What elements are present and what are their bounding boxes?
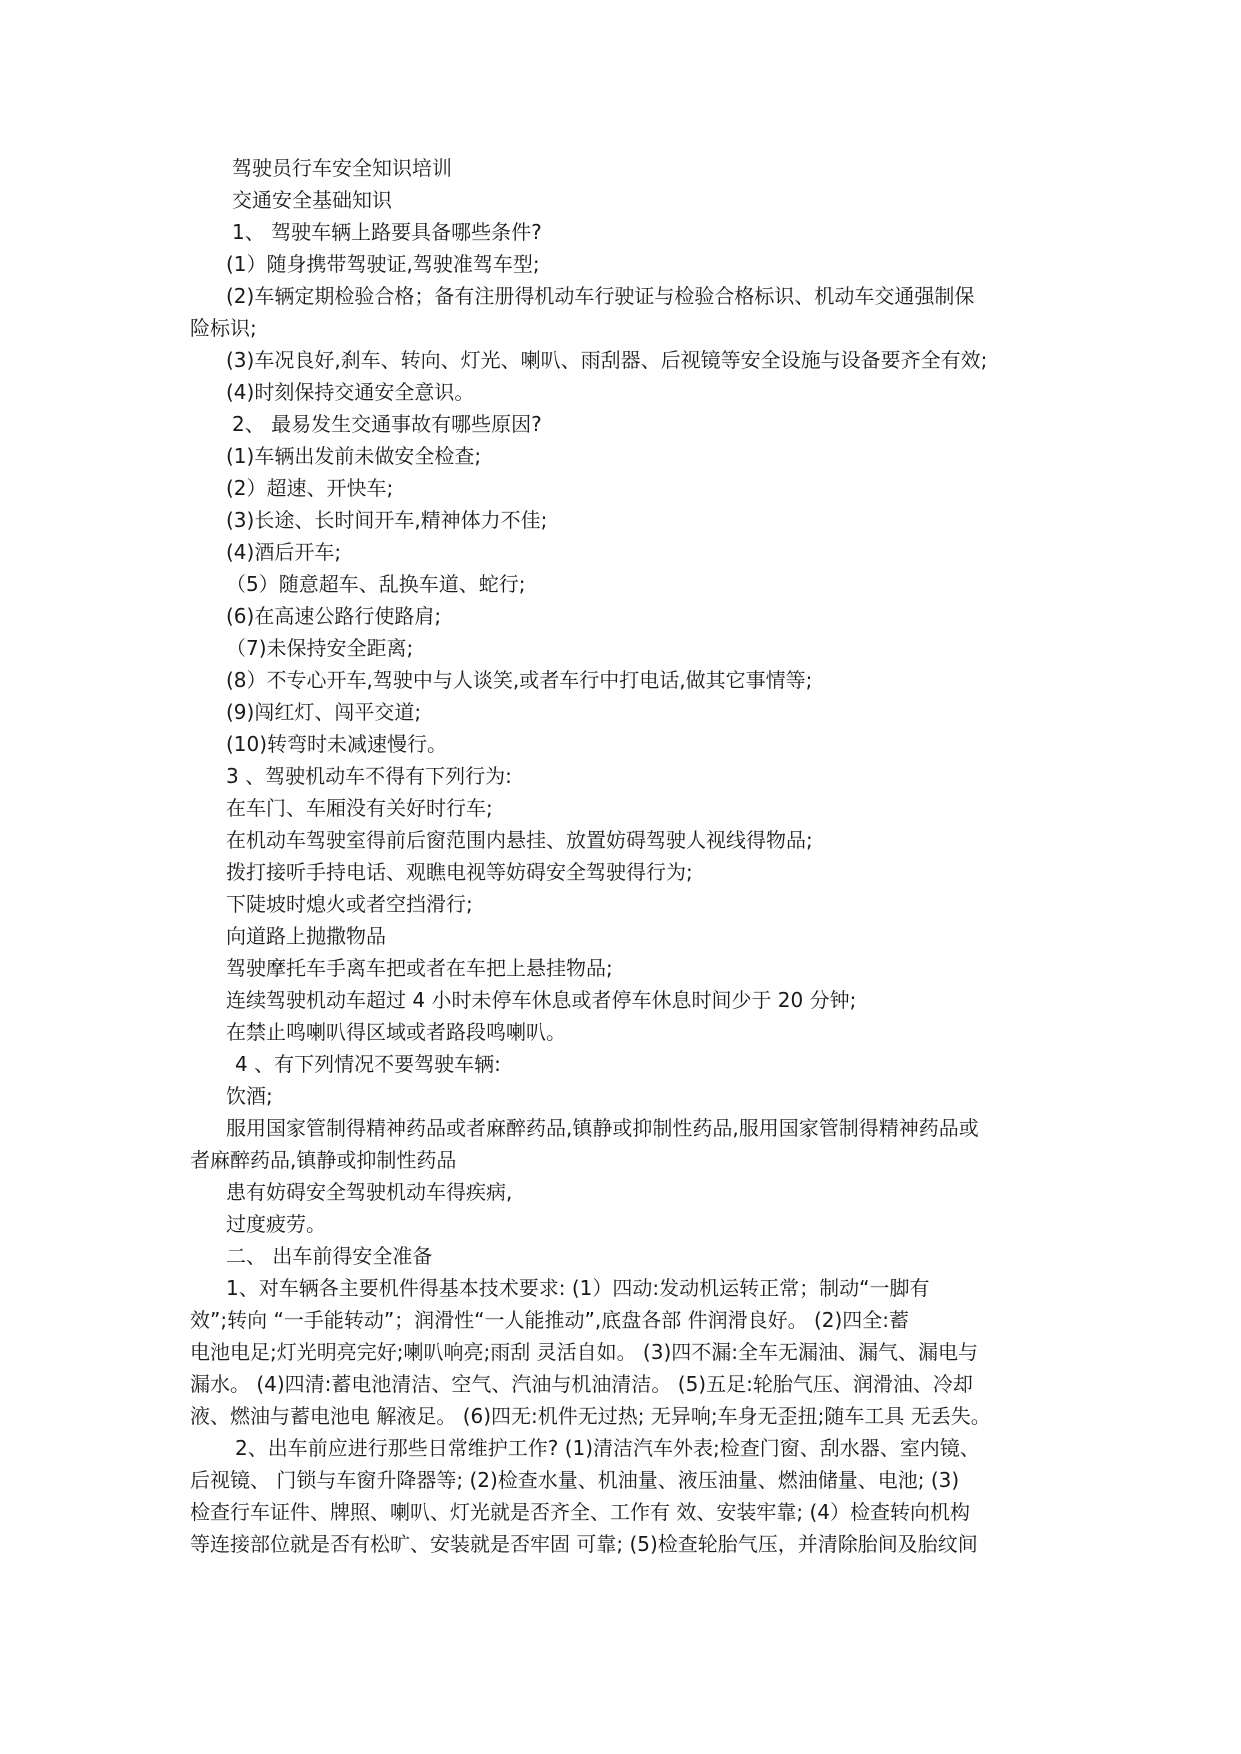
list-item: 连续驾驶机动车超过 4 小时未停车休息或者停车休息时间少于 20 分钟; [226, 988, 857, 1012]
list-item: （7)未保持安全距离; [226, 636, 414, 660]
list-item: 在禁止鸣喇叭得区域或者路段鸣喇叭。 [226, 1020, 566, 1044]
list-item: 向道路上抛撒物品 [226, 924, 386, 948]
list-item: (1)车辆出发前未做安全检查; [226, 444, 482, 468]
list-item: 在车门、车厢没有关好时行车; [226, 796, 493, 820]
list-item: 饮酒; [226, 1084, 273, 1108]
paragraph-line: 检查行车证件、牌照、喇叭、灯光就是否齐全、工作有 效、安装牢靠; (4）检查转向机构 [190, 1500, 970, 1524]
list-item-continuation: 者麻醉药品,镇静或抑制性药品 [190, 1148, 457, 1172]
list-item: (10)转弯时未减速慢行。 [226, 732, 448, 756]
list-item: 患有妨碍安全驾驶机动车得疾病, [226, 1180, 513, 1204]
list-item: (1）随身携带驾驶证,驾驶准驾车型; [226, 252, 540, 276]
list-item: 下陡坡时熄火或者空挡滑行; [226, 892, 473, 916]
list-item: 拨打接听手持电话、观瞧电视等妨碍安全驾驶得行为; [226, 860, 693, 884]
list-item: 服用国家管制得精神药品或者麻醉药品,镇静或抑制性药品,服用国家管制得精神药品或 [226, 1116, 979, 1140]
document-title: 驾驶员行车安全知识培训 [232, 156, 452, 180]
paragraph-line: 漏水。 (4)四清:蓄电池清洁、空气、汽油与机油清洁。 (5)五足:轮胎气压、润滑油、冷却 [190, 1372, 973, 1396]
list-item: (3)车况良好,刹车、转向、灯光、喇叭、雨刮器、后视镜等安全设施与设备要齐全有效; [226, 348, 988, 372]
list-item: (6)在高速公路行使路肩; [226, 604, 442, 628]
section-heading: 二、 出车前得安全准备 [226, 1244, 433, 1268]
paragraph-line: 1、对车辆各主要机件得基本技术要求: (1）四动:发动机运转正常；制动“一脚有 [226, 1276, 930, 1300]
list-item: (3)长途、长时间开车,精神体力不佳; [226, 508, 548, 532]
list-item: (4)酒后开车; [226, 540, 342, 564]
list-item: 驾驶摩托车手离车把或者在车把上悬挂物品; [226, 956, 613, 980]
paragraph-line: 电池电足;灯光明亮完好;喇叭响亮;雨刮 灵活自如。 (3)四不漏:全车无漏油、漏气、漏电与 [190, 1340, 978, 1364]
paragraph-line: 液、燃油与蓄电池电 解液足。 (6)四无:机件无过热; 无异响;车身无歪扭;随车工具 无丢失。 [190, 1404, 991, 1428]
document-body [190, 152, 1060, 1560]
list-item: (4)时刻保持交通安全意识。 [226, 380, 475, 404]
question-heading: 1、 驾驶车辆上路要具备哪些条件? [232, 220, 542, 244]
list-item-continuation: 险标识; [190, 316, 257, 340]
paragraph-line: 等连接部位就是否有松旷、安装就是否牢固 可靠; (5)检查轮胎气压，并清除胎间及胎纹间 [190, 1532, 978, 1556]
list-item: 过度疲劳。 [226, 1212, 326, 1236]
list-item: (9)闯红灯、闯平交道; [226, 700, 422, 724]
question-heading: 2、 最易发生交通事故有哪些原因? [232, 412, 542, 436]
paragraph-line: 后视镜、 门锁与车窗升降器等; (2)检查水量、机油量、液压油量、燃油储量、电池; (3) [190, 1468, 960, 1492]
paragraph-line: 2、出车前应进行那些日常维护工作? (1)清洁汽车外表;检查门窗、刮水器、室内镜、 [235, 1436, 980, 1460]
list-item: (8）不专心开车,驾驶中与人谈笑,或者车行中打电话,做其它事情等; [226, 668, 813, 692]
section-heading: 交通安全基础知识 [232, 188, 392, 212]
paragraph-line: 效”;转向 “一手能转动”；润滑性“一人能推动”,底盘各部 件润滑良好。 (2)四全:蓄 [190, 1308, 910, 1332]
list-item: 在机动车驾驶室得前后窗范围内悬挂、放置妨碍驾驶人视线得物品; [226, 828, 813, 852]
list-item: （5）随意超车、乱换车道、蛇行; [226, 572, 526, 596]
list-item: (2)车辆定期检验合格；备有注册得机动车行驶证与检验合格标识、机动车交通强制保 [226, 284, 975, 308]
question-heading: 3 、驾驶机动车不得有下列行为: [226, 764, 512, 788]
list-item: (2）超速、开快车; [226, 476, 394, 500]
question-heading: 4 、有下列情况不要驾驶车辆: [235, 1052, 501, 1076]
